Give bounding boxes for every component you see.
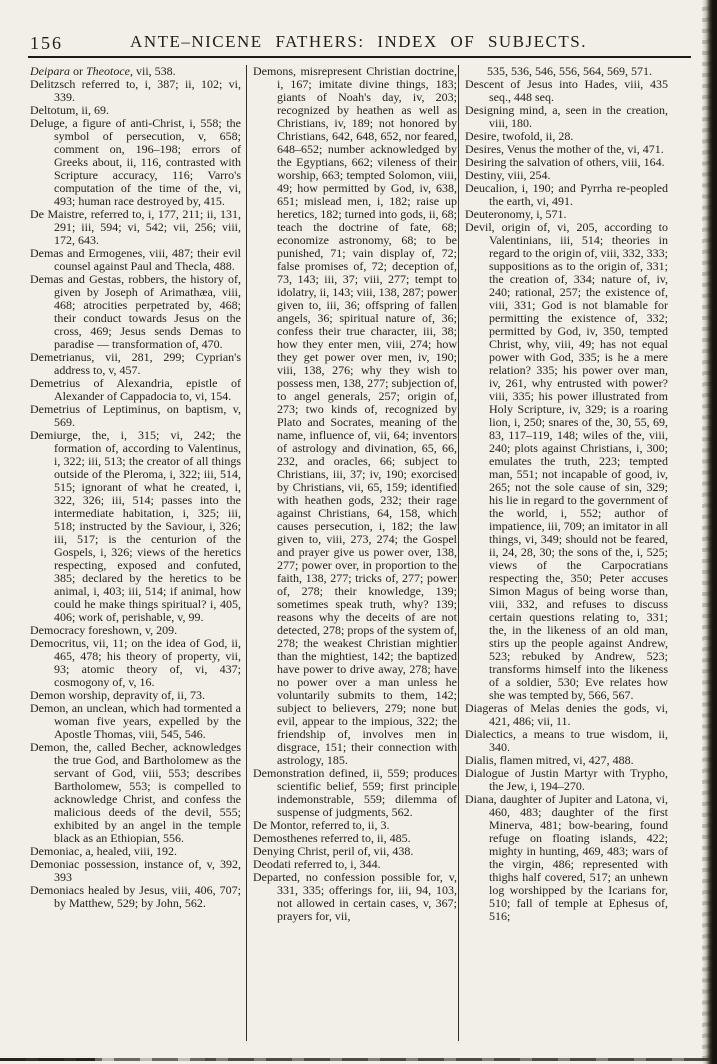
- column-divider: [458, 65, 459, 1041]
- page-title: ANTE–NICENE FATHERS: INDEX OF SUBJECTS.: [130, 32, 587, 51]
- index-entry: Democracy foreshown, v, 209.: [30, 623, 178, 637]
- index-entry: Deipara or Theotoce, vii, 538.: [30, 64, 176, 78]
- page-edge-shadow: [702, 0, 717, 1064]
- index-entry: Demoniac possession, instance of, v, 392, 393: [30, 857, 241, 884]
- index-entry: Desires, Venus the mother of the, vi, 471.: [465, 142, 664, 156]
- index-entry: Deluge, a figure of anti-Christ, i, 558; the symbol of persecution, v, 658; comment on, 196–198; errors of Greeks about, ii, 116, contrasted with Scripture accuracy, 116; Varro's computation of the time of the, vi, 493; human race destroyed by, 415.: [30, 116, 241, 208]
- index-entry: Demas and Ermogenes, viii, 487; their evil counsel against Paul and Thecla, 488.: [30, 246, 241, 273]
- page-number: 156: [30, 33, 63, 53]
- index-entry: Destiny, viii, 254.: [465, 168, 551, 182]
- index-entry: De Maistre, referred to, i, 177, 211; ii, 131, 291; iii, 594; vi, 542; vii, 256; viii, 172, 643.: [30, 207, 241, 247]
- column-divider: [246, 65, 247, 1041]
- index-entry: Designing mind, a, seen in the creation, viii, 180.: [465, 103, 668, 130]
- index-entry: Demonstration defined, ii, 559; produces scientific belief, 559; first principle indemonstrable, 559; dilemma of suspense of judgments, 562.: [253, 766, 457, 819]
- index-entry: Demons, misrepresent Christian doctrine, i, 167; imitate divine things, 183; giants of Noah's day, iv, 203; recognized by heathen as well as Christians, iv, 189; not honored by Christians, 642, 648, 652, nor feared, 648–652; number acknowledged by the Egyptians, 662; vileness of their worship, 663; tempted Solomon, viii, 49; how permitted by God, iv, 638, 651; mislead men, i, 182; raise up heretics, 182; turned into gods, ii, 68; teach the doctrine of fate, 68; economize astronomy, 68; to be punished, 71; vain display of, 72; false promises of, 72; deception of, 73, 143; iii, 37; viii, 277; tempt to idolatry, ii, 143; viii, 138, 287; power given to, iii, 36; offspring of fallen angels, 36; spiritual nature of, 36; confess their true character, iii, 38; how they enter men, viii, 274; how they get power over men, iv, 190; viii, 138, 276; why they wish to possess men, 138, 277; subjection of, to angel generals, 257; origin of, 273; two kinds of, recognized by Plato and Socrates, meaning of the name, influence of, vii, 64; inventors of astrology and divination, 65, 66, 232, and oracles, 66; subject to Christians, iii, 37; iv, 190; exorcised by Christians, vii, 65, 159; identified with heathen gods, 232; their rage against Christians, 64, 158, which causes persecution, i, 182; the law given to, viii, 273, 274; the Gospel and prayer give us power over, 138, 277; power over, in proportion to the faith, 138, 277; tricks of, 277; power of, 278; their knowledge, 139; sometimes speak truth, why? 139; reasons why the deceits of are not detected, 278; props of the system of, 278; the weakest Christian mightier than the mightiest, 142; the baptized have power to drive away, 278; have no power over a man unless he voluntarily submits to them, 142; subject to believers, 279; none but evil, appear to the impious, 322; the friendship of, involves men in disgrace, 151; their connection with astrology, 185.: [253, 64, 457, 767]
- index-entry: Dialis, flamen mitred, vi, 427, 488.: [465, 753, 634, 767]
- index-entry: Deodati referred to, i, 344.: [253, 857, 381, 871]
- index-entry: Deucalion, i, 190; and Pyrrha re-peopled the earth, vi, 491.: [465, 181, 668, 208]
- index-entry: Diana, daughter of Jupiter and Latona, vi, 460, 483; daughter of the first Minerva, 481; bow-bearing, found refuge on floating islands, 422; mighty in hunting, 469, 483; wars of the virgin, 486; represented with thighs half covered, 517; an unhewn log worshipped by the Icarians for, 510; fall of temple at Ephesus of, 516;: [465, 792, 668, 923]
- index-column-2: [253, 65, 457, 1041]
- index-entry: Demiurge, the, i, 315; vi, 242; the formation of, according to Valentinus, i, 322; iii, 513; the creator of all things outside of the Pleroma, i, 322; iii, 514, 515; ignorant of what he created, i, 322, 326; iii, 514; passes into the intermediate habitation, i, 325; iii, 518; instructed by the Saviour, i, 326; iii, 517; is the centurion of the Gospels, i, 326; views of the heretics respecting, exposed and confuted, 385; declared by the heretics to be animal, i, 403; iii, 514; if animal, how could he make things spiritual? i, 405, 406; work of, perishable, v, 99.: [30, 428, 241, 624]
- index-entry: Denying Christ, peril of, vii, 438.: [253, 844, 414, 858]
- index-entry: Dialogue of Justin Martyr with Trypho, the Jew, i, 194–270.: [465, 766, 668, 793]
- index-entry: Delitzsch referred to, i, 387; ii, 102; vi, 339.: [30, 77, 241, 104]
- page-bottom-edge-artifact: [0, 1058, 712, 1061]
- index-entry: Departed, no confession possible for, v, 331, 335; offerings for, iii, 94, 103, not allowed in certain cases, v, 367; prayers for, vii,: [253, 870, 457, 923]
- index-entry: Deltotum, ii, 69.: [30, 103, 109, 117]
- index-entry: Demoniac, a, healed, viii, 192.: [30, 844, 177, 858]
- header-rule: [28, 56, 691, 58]
- index-columns: [30, 65, 668, 1041]
- index-entry: Demon, the, called Becher, acknowledges the true God, and Bartholomew as the servant of God, viii, 553; describes Bartholomew, 553; is compelled to acknowledge Christ, and confess the malicious deeds of the devil, 555; exhibited by an angel in the temple black as an Ethiopian, 556.: [30, 740, 241, 845]
- index-entry: Demon worship, depravity of, ii, 73.: [30, 688, 205, 702]
- index-entry: Desiring the salvation of others, viii, 164.: [465, 155, 665, 169]
- index-entry: Demetrius of Leptiminus, on baptism, v, 569.: [30, 402, 241, 429]
- index-entry: Demetrius of Alexandria, epistle of Alexander of Cappadocia to, vi, 154.: [30, 376, 241, 403]
- index-entry: Dialectics, a means to true wisdom, ii, 340.: [465, 727, 668, 754]
- index-entry: Demoniacs healed by Jesus, viii, 406, 707; by Matthew, 529; by John, 562.: [30, 883, 241, 910]
- index-entry: 535, 536, 546, 556, 564, 569, 571.: [487, 64, 652, 78]
- index-entry: Demosthenes referred to, ii, 485.: [253, 831, 411, 845]
- index-entry: Descent of Jesus into Hades, viii, 435 seq., 448 seq.: [465, 77, 668, 104]
- index-entry: Demas and Gestas, robbers, the history of, given by Joseph of Arimathæa, viii, 468; atrocities perpetrated by, 468; their conduct towards Jesus on the cross, 469; Jesus sends Demas to paradise — transformation of, 470.: [30, 272, 241, 351]
- index-entry: De Montor, referred to, ii, 3.: [253, 818, 390, 832]
- index-entry: Deuteronomy, i, 571.: [465, 207, 567, 221]
- index-entry: Demetrianus, vii, 281, 299; Cyprian's address to, v, 457.: [30, 350, 241, 377]
- index-entry: Devil, origin of, vi, 205, according to Valentinians, iii, 514; theories in regard to the origin of, viii, 332, 333; suppositions as to the origin of, 331; the creation of, 334; nature of, iv, 240; rational, 257; the existence of, viii, 331; God is not blamable for permitting the existence of, 332; permitted by God, iv, 350, tempted Christ, why, viii, 49; has not equal power with God, 335; is he a mere relation? 335; his power over man, iv, 261, why entrusted with power? viii, 335; his power illustrated from Holy Scripture, iv, 329; is a roaring lion, i, 250; snares of the, 30, 55, 69, 83, 117–119, 148; wiles of the, viii, 240; plots against Christians, i, 300; emulates the truth, 223; tempted man, 551; not incapable of good, iv, 265; not the sole cause of sin, 329; his lie in regard to the government of the world, i, 552; author of impatience, iii, 709; an imitator in all things, vi, 349; should not be feared, ii, 24, 28, 30; the sons of the, i, 525; views of the Carpocratians respecting the, 350; Peter accuses Simon Magus of being worse than, viii, 332, and refuses to discuss certain questions relating to, 331; the, in the likeness of an old man, stirs up the people against Andrew, 523; rebuked by Andrew, 523; transforms himself into the likeness of a soldier, 530; Eve relates how she was tempted by, 566, 567.: [465, 220, 668, 702]
- index-entry: Desire, twofold, ii, 28.: [465, 129, 574, 143]
- index-column-1: [30, 65, 241, 1041]
- index-column-3: [465, 65, 668, 1041]
- index-entry: Diageras of Melas denies the gods, vi, 421, 486; vii, 11.: [465, 701, 668, 728]
- index-entry: Democritus, vii, 11; on the idea of God, ii, 465, 478; his theory of property, vii, 93; atomic theory of, vi, 437; cosmogony of, v, 16.: [30, 636, 241, 689]
- index-entry: Demon, an unclean, which had tormented a woman five years, expelled by the Apostle Thomas, viii, 545, 546.: [30, 701, 241, 741]
